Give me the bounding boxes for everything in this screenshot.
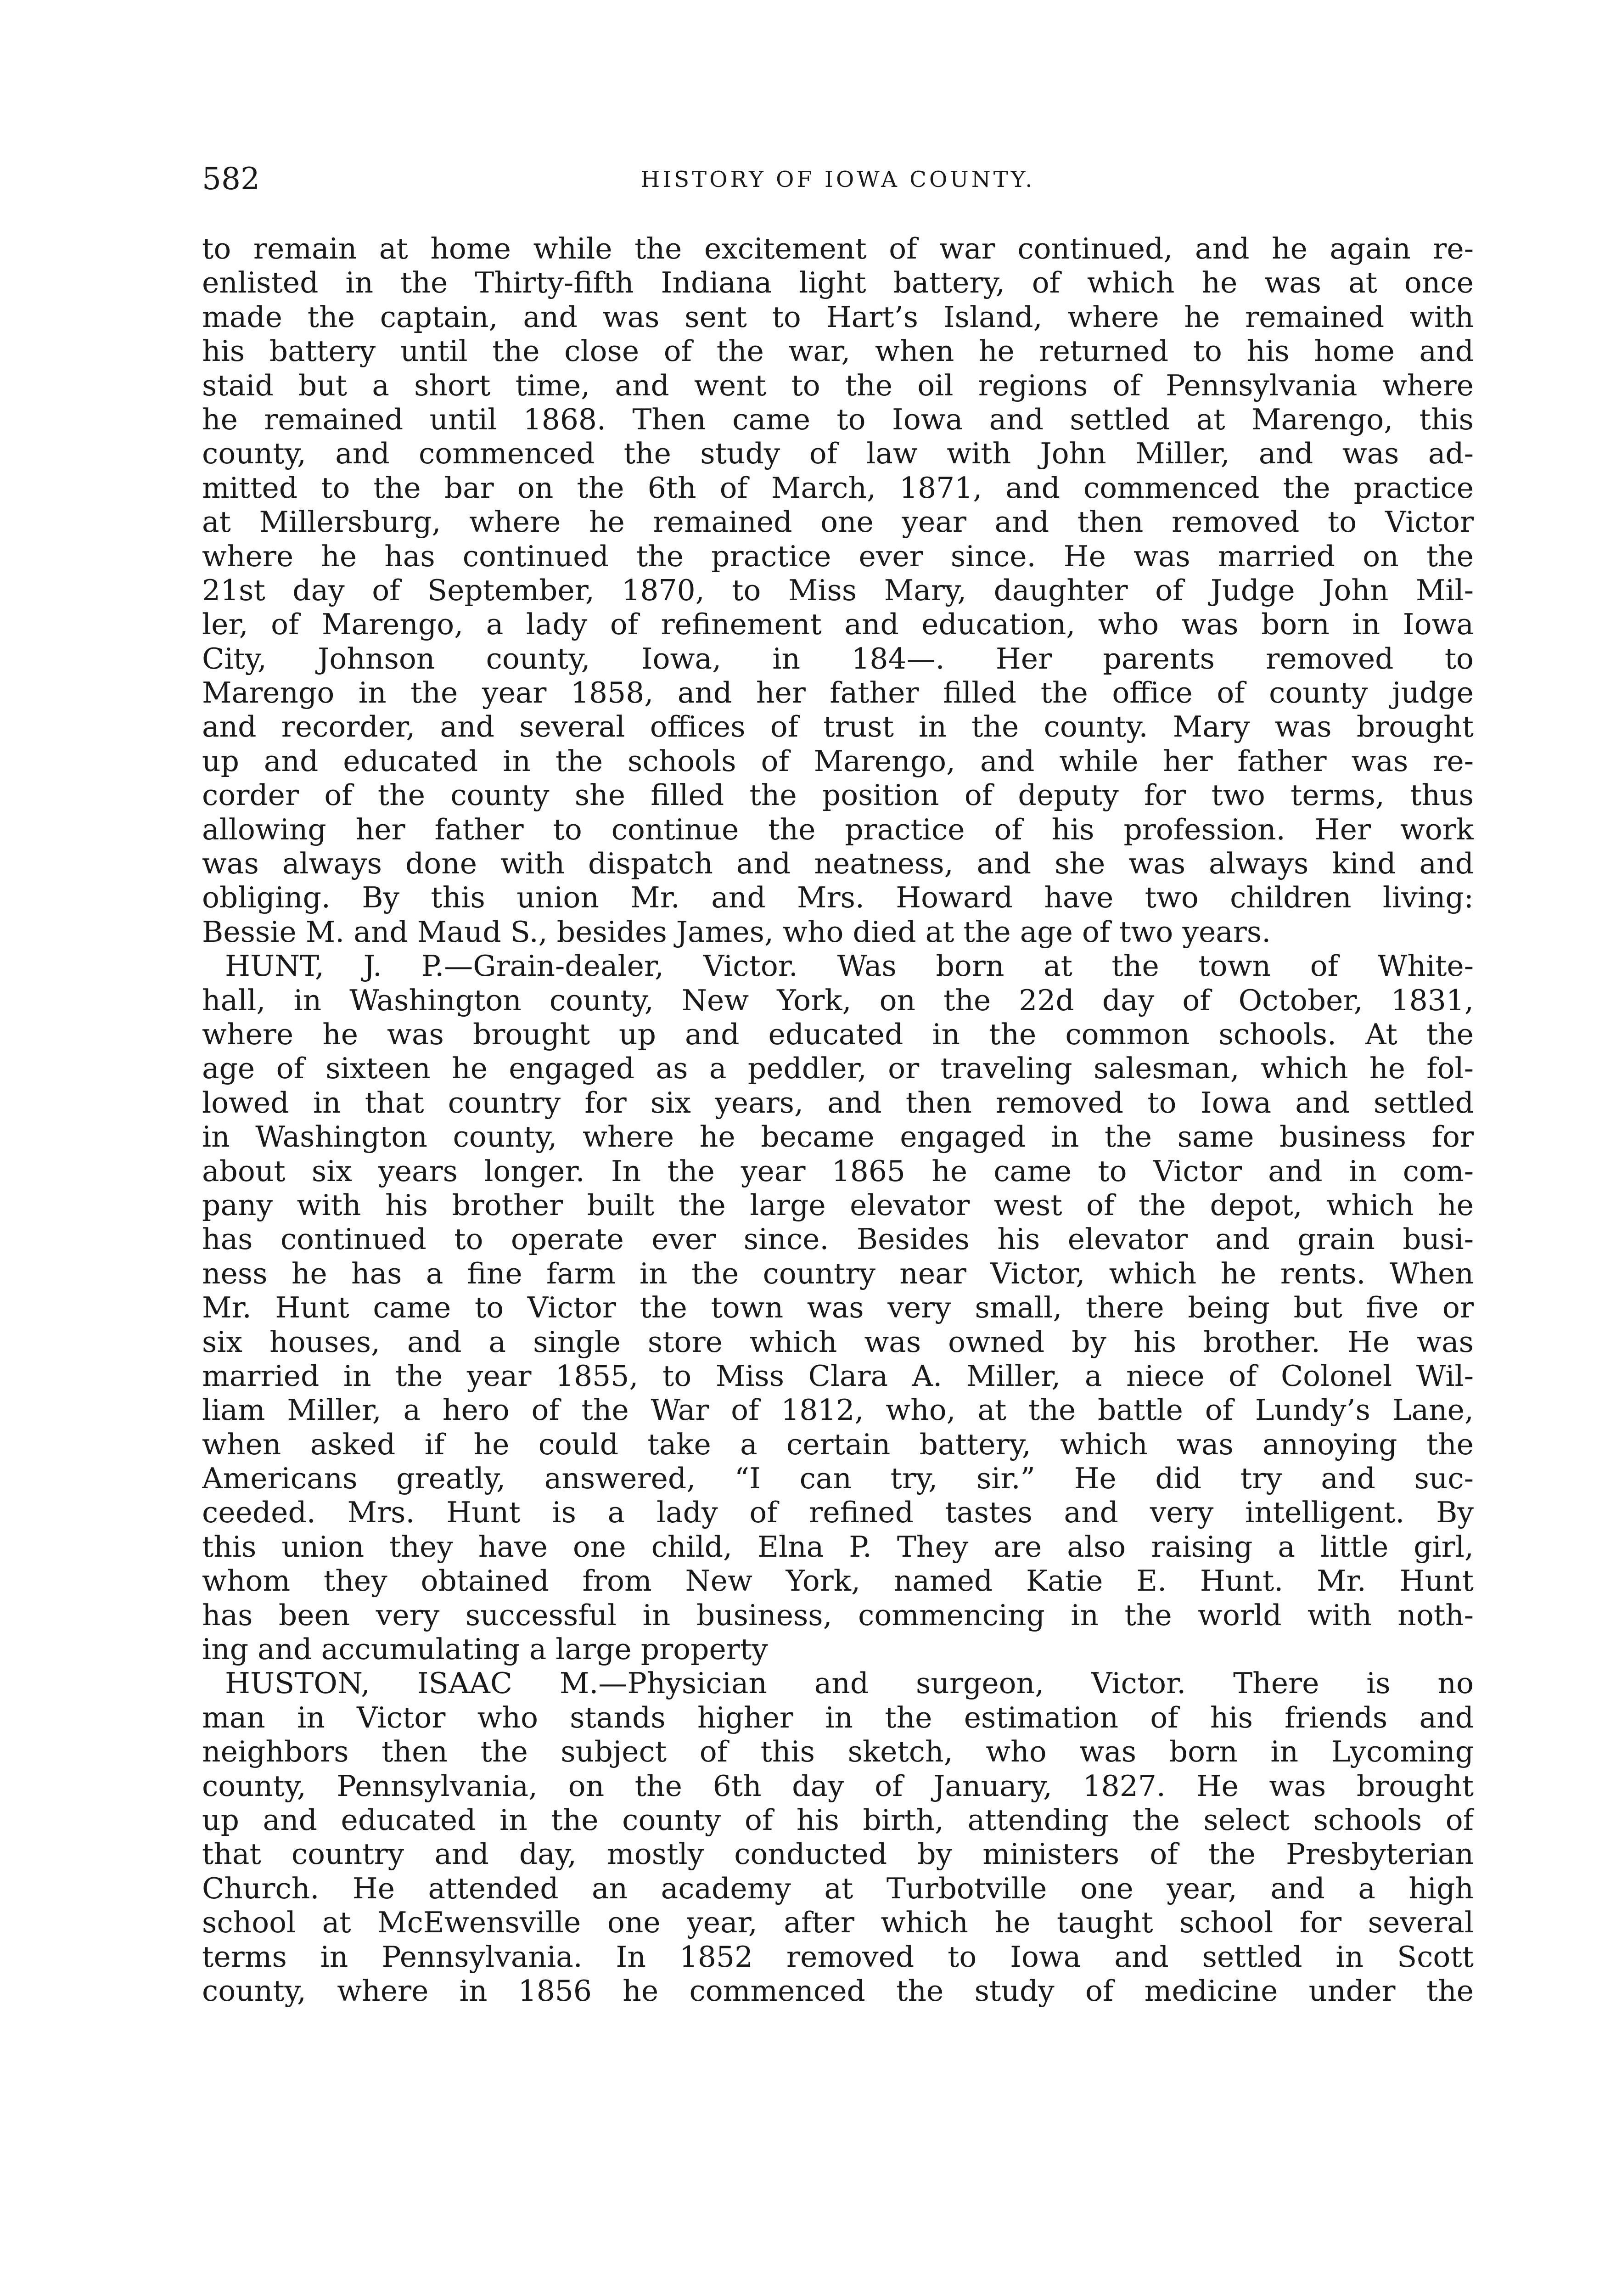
text-line: neighbors then the subject of this sketch, who was born in Lycoming (202, 1735, 1474, 1769)
text-line: to remain at home while the excitement of war continued, and he again re- (202, 232, 1474, 265)
entry-heading-line: HUNT, J. P.—Grain-dealer, Victor. Was born at the town of White- (225, 949, 1474, 983)
text-line: has continued to operate ever since. Besides his elevator and grain busi- (202, 1222, 1474, 1256)
text-line: liam Miller, a hero of the War of 1812, who, at the battle of Lundy’s Lane, (202, 1393, 1474, 1427)
text-line: was always done with dispatch and neatness, and she was always kind and (202, 847, 1474, 881)
text-line: in Washington county, where he became engaged in the same business for (202, 1120, 1474, 1154)
text-line: up and educated in the county of his birth, attending the select schools of (202, 1803, 1474, 1837)
text-line: county, Pennsylvania, on the 6th day of January, 1827. He was brought (202, 1769, 1474, 1803)
page-header (202, 161, 1474, 197)
text-line: man in Victor who stands higher in the estimation of his friends and (202, 1700, 1474, 1734)
text-line: county, where in 1856 he commenced the study of medicine under the (202, 1974, 1474, 2008)
text-line: up and educated in the schools of Marengo, and while her father was re- (202, 744, 1474, 778)
text-line: Americans greatly, answered, “I can try, sir.” He did try and suc- (202, 1462, 1474, 1496)
text-line: and recorder, and several offices of trust in the county. Mary was brought (202, 710, 1474, 744)
text-line: county, and commenced the study of law with John Miller, and was ad- (202, 437, 1474, 471)
text-line: married in the year 1855, to Miss Clara A. Miller, a niece of Colonel Wil- (202, 1359, 1474, 1393)
text-line: has been very successful in business, commencing in the world with noth- (202, 1598, 1474, 1632)
page-number: 582 (202, 161, 260, 197)
text-line: at Millersburg, where he remained one year and then removed to Victor (202, 505, 1474, 539)
text-line: mitted to the bar on the 6th of March, 1871, and commenced the practice (202, 471, 1474, 505)
text-line: Bessie M. and Maud S., besides James, who died at the age of two years. (202, 915, 1271, 949)
text-line: ness he has a fine farm in the country near Victor, which he rents. When (202, 1256, 1474, 1290)
text-line: obliging. By this union Mr. and Mrs. Howard have two children living: (202, 881, 1474, 915)
running-title: HISTORY OF IOWA COUNTY. (640, 167, 1035, 192)
text-line: this union they have one child, Elna P. They are also raising a little girl, (202, 1530, 1474, 1564)
text-line: corder of the county she filled the position of deputy for two terms, thus (202, 778, 1474, 812)
text-line: terms in Pennsylvania. In 1852 removed to Iowa and settled in Scott (202, 1940, 1474, 1974)
text-line: Mr. Hunt came to Victor the town was very small, there being but five or (202, 1291, 1474, 1325)
text-line: enlisted in the Thirty-fifth Indiana light battery, of which he was at once (202, 266, 1474, 300)
text-line: lowed in that country for six years, and then removed to Iowa and settled (202, 1086, 1474, 1120)
text-line: Church. He attended an academy at Turbotville one year, and a high (202, 1871, 1474, 1905)
text-line: about six years longer. In the year 1865 he came to Victor and in com- (202, 1154, 1474, 1188)
text-line: Marengo in the year 1858, and her father filled the office of county judge (202, 676, 1474, 710)
text-line: that country and day, mostly conducted by ministers of the Presbyterian (202, 1837, 1474, 1871)
text-line: made the captain, and was sent to Hart’s Island, where he remained with (202, 300, 1474, 334)
text-line: ceeded. Mrs. Hunt is a lady of refined tastes and very intelligent. By (202, 1496, 1474, 1530)
text-line: where he was brought up and educated in the common schools. At the (202, 1017, 1474, 1051)
text-line: City, Johnson county, Iowa, in 184—. Her parents removed to (202, 642, 1474, 675)
text-line: hall, in Washington county, New York, on the 22d day of October, 1831, (202, 983, 1474, 1017)
text-line: he remained until 1868. Then came to Iowa and settled at Marengo, this (202, 402, 1474, 436)
text-line: pany with his brother built the large elevator west of the depot, which he (202, 1188, 1474, 1222)
text-line: ler, of Marengo, a lady of refinement and education, who was born in Iowa (202, 608, 1474, 642)
text-line: whom they obtained from New York, named Katie E. Hunt. Mr. Hunt (202, 1564, 1474, 1598)
text-line: six houses, and a single store which was owned by his brother. He was (202, 1325, 1474, 1359)
body-text (202, 232, 1474, 2008)
entry-heading-line: HUSTON, ISAAC M.—Physician and surgeon, Victor. There is no (225, 1666, 1474, 1700)
text-line: his battery until the close of the war, when he returned to his home and (202, 334, 1474, 368)
text-line: ing and accumulating a large property (202, 1632, 768, 1666)
text-line: age of sixteen he engaged as a peddler, or traveling salesman, which he fol- (202, 1052, 1474, 1086)
text-line: where he has continued the practice ever since. He was married on the (202, 539, 1474, 573)
text-line: staid but a short time, and went to the oil regions of Pennsylvania where (202, 368, 1474, 402)
text-line: school at McEwensville one year, after which he taught school for several (202, 1906, 1474, 1940)
text-line: 21st day of September, 1870, to Miss Mary, daughter of Judge John Mil- (202, 573, 1474, 607)
text-line: when asked if he could take a certain battery, which was annoying the (202, 1427, 1474, 1461)
text-line: allowing her father to continue the practice of his profession. Her work (202, 812, 1474, 846)
